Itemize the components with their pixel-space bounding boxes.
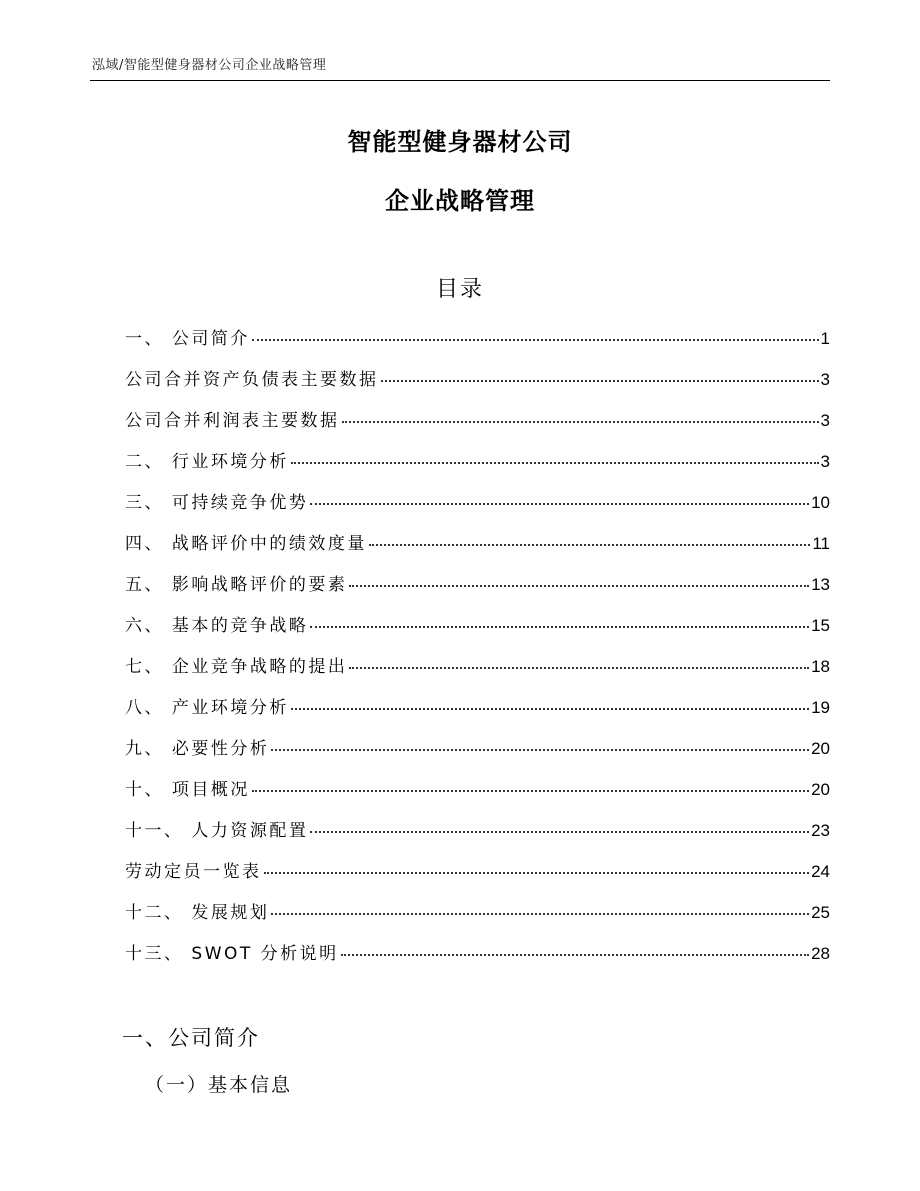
- toc-leader-dots: [341, 954, 809, 956]
- toc-entry-label: 八、 产业环境分析: [125, 698, 289, 718]
- table-of-contents: [125, 324, 830, 980]
- toc-entry[interactable]: [125, 447, 830, 488]
- toc-leader-dots: [349, 667, 809, 669]
- document-subtitle: 企业战略管理: [385, 187, 535, 215]
- toc-entry[interactable]: [125, 570, 830, 611]
- toc-entry[interactable]: [125, 734, 830, 775]
- toc-leader-dots: [291, 462, 819, 464]
- toc-entry[interactable]: [125, 652, 830, 693]
- toc-entry-page: 11: [812, 534, 830, 553]
- toc-entry[interactable]: [125, 324, 830, 365]
- toc-entry-page: 13: [811, 575, 830, 594]
- toc-leader-dots: [381, 380, 819, 382]
- toc-leader-dots: [291, 708, 809, 710]
- toc-entry-label: 四、 战略评价中的绩效度量: [125, 534, 367, 554]
- header-divider: [90, 80, 830, 81]
- toc-entry-page: 23: [811, 821, 830, 840]
- toc-entry-label: 六、 基本的竞争战略: [125, 616, 309, 636]
- toc-entry-label: 五、 影响战略评价的要素: [125, 575, 348, 595]
- toc-entry-page: 10: [811, 493, 830, 512]
- subsection-heading: （一）基本信息: [145, 1074, 293, 1096]
- toc-leader-dots: [349, 585, 809, 587]
- toc-entry-page: 18: [811, 657, 830, 676]
- toc-entry-page: 19: [811, 698, 830, 717]
- toc-leader-dots: [264, 872, 810, 874]
- toc-leader-dots: [310, 503, 809, 505]
- toc-leader-dots: [252, 790, 809, 792]
- toc-entry-label: 二、 行业环境分析: [125, 452, 289, 472]
- toc-entry-page: 24: [811, 862, 830, 881]
- toc-entry[interactable]: [125, 406, 830, 447]
- toc-entry[interactable]: [125, 857, 830, 898]
- toc-entry-page: 20: [811, 780, 830, 799]
- toc-entry-label: 一、 公司简介: [125, 329, 250, 349]
- toc-entry-label: 公司合并利润表主要数据: [125, 411, 340, 431]
- toc-entry-label: 十三、 SWOT 分析说明: [125, 944, 339, 964]
- section-heading: 一、公司简介: [122, 1026, 260, 1050]
- toc-entry-page: 15: [811, 616, 830, 635]
- toc-entry-label: 九、 必要性分析: [125, 739, 270, 759]
- toc-entry-page: 28: [811, 944, 830, 963]
- toc-entry[interactable]: [125, 939, 830, 980]
- toc-entry[interactable]: [125, 898, 830, 939]
- toc-entry-page: 1: [820, 329, 830, 348]
- toc-entry-label: 公司合并资产负债表主要数据: [125, 370, 379, 390]
- toc-entry[interactable]: [125, 529, 830, 570]
- toc-leader-dots: [252, 339, 819, 341]
- toc-entry[interactable]: [125, 816, 830, 857]
- toc-leader-dots: [310, 626, 809, 628]
- toc-entry-label: 劳动定员一览表: [125, 862, 262, 882]
- running-header: 泓域/智能型健身器材公司企业战略管理: [92, 58, 327, 73]
- toc-entry-page: 3: [820, 452, 830, 471]
- document-title: 智能型健身器材公司: [347, 128, 573, 156]
- toc-entry-page: 25: [811, 903, 830, 922]
- toc-entry-page: 20: [811, 739, 830, 758]
- toc-entry-label: 十二、 发展规划: [125, 903, 270, 923]
- toc-entry[interactable]: [125, 488, 830, 529]
- toc-entry-page: 3: [820, 411, 830, 430]
- toc-entry-label: 三、 可持续竞争优势: [125, 493, 309, 513]
- toc-entry[interactable]: [125, 365, 830, 406]
- toc-leader-dots: [369, 544, 810, 546]
- toc-leader-dots: [310, 831, 809, 833]
- toc-leader-dots: [342, 421, 819, 423]
- toc-entry-label: 七、 企业竞争战略的提出: [125, 657, 348, 677]
- toc-entry[interactable]: [125, 775, 830, 816]
- toc-entry-label: 十、 项目概况: [125, 780, 250, 800]
- toc-entry[interactable]: [125, 611, 830, 652]
- toc-heading: 目录: [435, 277, 484, 302]
- toc-entry-page: 3: [820, 370, 830, 389]
- toc-entry[interactable]: [125, 693, 830, 734]
- toc-entry-label: 十一、 人力资源配置: [125, 821, 309, 841]
- toc-leader-dots: [271, 749, 809, 751]
- toc-leader-dots: [271, 913, 809, 915]
